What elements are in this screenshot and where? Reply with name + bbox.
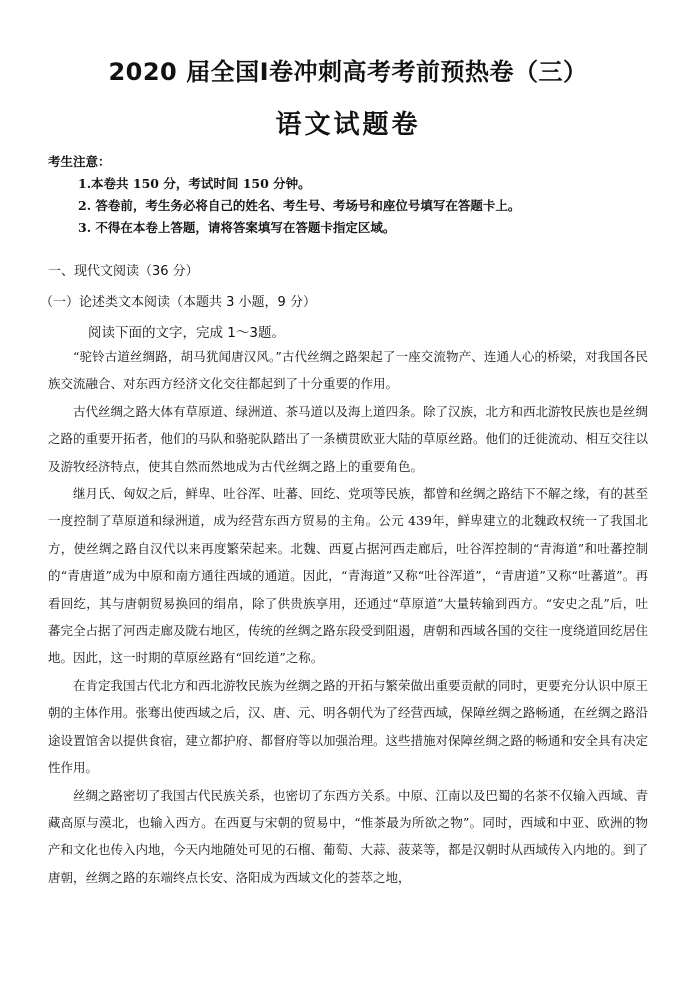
passage-paragraph: “驼铃古道丝绸路，胡马犹闻唐汉风。”古代丝绸之路架起了一座交流物产、连通人心的桥梁，对我国各民族交流融合、对东西方经济文化交往都起到了十分重要的作用。 — [48, 349, 648, 392]
passage-paragraph: 古代丝绸之路大体有草原道、绿洲道、茶马道以及海上道四条。除了汉族，北方和西北游牧民族也是丝绸之路的重要开拓者，他们的马队和骆驼队踏出了一条横贯欧亚大陆的草原丝路。他们的迁徙流动、相互交往以及游牧经济特点，使其自然而然地成为古代丝绸之路上的重要角色。 — [48, 403, 649, 474]
reading-instruction: 阅读下面的文字，完成 1～3题。 — [88, 325, 285, 341]
exam-subtitle: 语文试题卷 — [275, 110, 421, 140]
notice-item: 2. 答卷前，考生务必将自己的姓名、考生号、考场号和座位号填写在答题卡上。 — [78, 198, 521, 213]
passage-body — [48, 343, 648, 891]
passage-paragraph: 丝绸之路密切了我国古代民族关系，也密切了东西方关系。中原、江南以及巴蜀的名茶不仅输入西域、青藏高原与漠北，也输入西方。在西夏与宋朝的贸易中，“惟茶最为所欲之物”。同时，西域和中亚、欧洲的物产和文化也传入内地，今天内地随处可见的石榴、葡萄、大蒜、菠菜等，都是汉朝时从西域传入内地的。到了唐朝，丝绸之路的东端终点长安、洛阳成为西域文化的荟萃之地， — [48, 787, 649, 885]
exam-title: 2020 届全国Ⅰ卷冲刺高考考前预热卷（三） — [108, 58, 588, 86]
subsection-title: （一）论述类文本阅读（本题共 3 小题，9 分） — [40, 295, 316, 310]
passage-paragraph: 继月氏、匈奴之后，鲜卑、吐谷浑、吐蕃、回纥、党项等民族，都曾和丝绸之路结下不解之缘，有的甚至一度控制了草原道和绿洲道，成为经营东西方贸易的主角。公元 439年，鲜卑建立的北魏政权统一了我国北方，使丝绸之路自汉代以来再度繁荣起来。北魏、西夏占据河西走廊后，吐谷浑控制的“青海道”和吐蕃控制的“青唐道”成为中原和南方通往西域的通道。因此，“青海道”又称“吐谷浑道”，“青唐道”又称“吐蕃道”。再看回纥，其与唐朝贸易换回的绢帛，除了供贵族享用，还通过“草原道”大量转输到西方。“安史之乱”后，吐蕃完全占据了河西走廊及陇右地区，传统的丝绸之路东段受到阻遏，唐朝和西域各国的交往一度绕道回纥居住地。因此，这一时期的草原丝路有“回纥道”之称。 — [48, 486, 649, 666]
notice-heading: 考生注意： — [48, 154, 111, 169]
notice-item: 1.本卷共 150 分，考试时间 150 分钟。 — [78, 176, 311, 191]
section-title: 一、现代文阅读（36 分） — [48, 264, 199, 279]
notice-item: 3. 不得在本卷上答题，请将答案填写在答题卡指定区域。 — [78, 220, 396, 235]
passage-paragraph: 在肯定我国古代北方和西北游牧民族为丝绸之路的开拓与繁荣做出重要贡献的同时，更要充分认识中原王朝的主体作用。张骞出使西域之后，汉、唐、元、明各朝代为了经营西域，保障丝绸之路畅通，在丝绸之路沿途设置馆舍以提供食宿，建立都护府、都督府等以加强治理。这些措施对保障丝绸之路的畅通和安全具有决定性作用。 — [48, 677, 649, 776]
